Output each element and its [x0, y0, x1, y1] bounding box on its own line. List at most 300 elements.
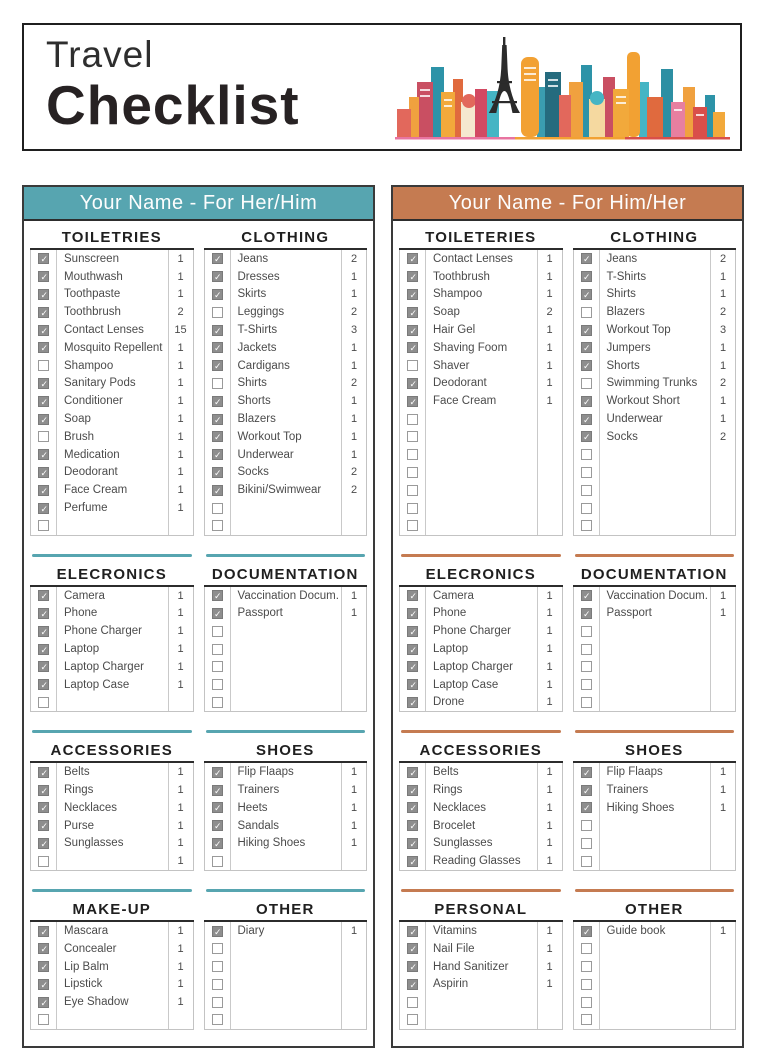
checkbox-cell	[205, 958, 231, 976]
checked-checkbox-icon[interactable]	[38, 644, 49, 655]
checklist-row	[31, 658, 193, 676]
item-label	[600, 676, 712, 694]
checklist-row	[31, 410, 193, 428]
checklist-row	[205, 605, 367, 623]
checklist-row	[31, 940, 193, 958]
section-divider	[206, 730, 366, 733]
checked-checkbox-icon[interactable]	[407, 802, 418, 813]
item-label	[426, 410, 538, 428]
checklist-row	[31, 286, 193, 304]
checkbox-cell	[31, 250, 57, 268]
item-label: Underwear	[600, 410, 712, 428]
checklist-row	[574, 993, 736, 1011]
unchecked-checkbox[interactable]	[581, 838, 592, 849]
item-quantity: 1	[177, 359, 184, 372]
item-label: Camera	[57, 587, 169, 605]
checked-checkbox-icon[interactable]	[407, 697, 418, 708]
checked-checkbox-icon[interactable]	[407, 590, 418, 601]
checklist-table	[30, 922, 194, 1030]
checked-checkbox-icon[interactable]	[581, 289, 592, 300]
checked-checkbox-icon[interactable]	[212, 325, 223, 336]
item-label: Workout Short	[600, 392, 712, 410]
item-label: Jeans	[231, 250, 343, 268]
checked-checkbox-icon[interactable]	[38, 289, 49, 300]
unchecked-checkbox[interactable]	[212, 503, 223, 514]
checkbox-cell	[400, 375, 426, 393]
item-quantity: 1	[350, 341, 358, 354]
checked-checkbox-icon[interactable]	[581, 785, 592, 796]
checkbox-cell	[205, 922, 231, 940]
unchecked-checkbox[interactable]	[212, 378, 223, 389]
checked-checkbox-icon[interactable]	[38, 608, 49, 619]
checkbox-cell	[400, 587, 426, 605]
section-divider	[401, 554, 561, 557]
checked-checkbox-icon[interactable]	[407, 253, 418, 264]
checked-checkbox-icon[interactable]	[407, 661, 418, 672]
checklist-row	[574, 481, 736, 499]
item-label: Deodorant	[57, 464, 169, 482]
checkbox-cell	[574, 286, 600, 304]
checked-checkbox-icon[interactable]	[581, 253, 592, 264]
item-quantity: 1	[177, 625, 184, 638]
checked-checkbox-icon[interactable]	[38, 414, 49, 425]
unchecked-checkbox[interactable]	[581, 449, 592, 460]
unchecked-checkbox[interactable]	[38, 360, 49, 371]
checked-checkbox-icon[interactable]	[38, 307, 49, 318]
checklist-row	[574, 622, 736, 640]
item-label	[57, 694, 169, 712]
checked-checkbox-icon[interactable]	[407, 307, 418, 318]
checked-checkbox-icon[interactable]	[38, 342, 49, 353]
unchecked-checkbox[interactable]	[581, 378, 592, 389]
checklist-row	[205, 375, 367, 393]
checkbox-cell	[205, 694, 231, 712]
item-label: Shorts	[600, 357, 712, 375]
item-quantity: 1	[350, 784, 358, 797]
checkbox-cell	[574, 852, 600, 870]
item-label	[600, 499, 712, 517]
checked-checkbox-icon[interactable]	[38, 271, 49, 282]
unchecked-checkbox[interactable]	[581, 626, 592, 637]
checked-checkbox-icon[interactable]	[38, 661, 49, 672]
checked-checkbox-icon[interactable]	[212, 396, 223, 407]
checkbox-cell	[574, 464, 600, 482]
unchecked-checkbox[interactable]	[38, 856, 49, 867]
item-label	[600, 958, 712, 976]
item-label: Trainers	[600, 781, 712, 799]
checklist-row	[31, 587, 193, 605]
item-quantity: 1	[546, 678, 553, 691]
unchecked-checkbox[interactable]	[581, 661, 592, 672]
checklist-row	[31, 268, 193, 286]
item-quantity: 1	[177, 413, 184, 426]
checked-checkbox-icon[interactable]	[38, 926, 49, 937]
unchecked-checkbox[interactable]	[212, 520, 223, 531]
checkbox-cell	[205, 587, 231, 605]
item-label: Shorts	[231, 392, 343, 410]
checked-checkbox-icon[interactable]	[212, 785, 223, 796]
checked-checkbox-icon[interactable]	[212, 360, 223, 371]
unchecked-checkbox[interactable]	[212, 979, 223, 990]
checklist-row	[205, 940, 367, 958]
checklist-row	[400, 976, 562, 994]
checkbox-cell	[574, 250, 600, 268]
checklist-row	[400, 321, 562, 339]
checklist-row	[400, 268, 562, 286]
checked-checkbox-icon[interactable]	[38, 325, 49, 336]
checked-checkbox-icon[interactable]	[38, 838, 49, 849]
unchecked-checkbox[interactable]	[581, 997, 592, 1008]
unchecked-checkbox[interactable]	[212, 307, 223, 318]
item-quantity: 1	[177, 589, 184, 602]
checklist-row	[205, 268, 367, 286]
item-label: Aspirin	[426, 976, 538, 994]
checked-checkbox-icon[interactable]	[212, 414, 223, 425]
unchecked-checkbox[interactable]	[581, 697, 592, 708]
item-label	[231, 852, 343, 870]
checklist-row	[205, 676, 367, 694]
checkbox-cell	[31, 587, 57, 605]
checked-checkbox-icon[interactable]	[407, 378, 418, 389]
checkbox-cell	[574, 676, 600, 694]
checked-checkbox-icon[interactable]	[212, 289, 223, 300]
item-label: Hiking Shoes	[231, 835, 343, 853]
checked-checkbox-icon[interactable]	[407, 396, 418, 407]
item-quantity: 1	[546, 837, 553, 850]
section-divider	[401, 889, 561, 892]
checked-checkbox-icon[interactable]	[38, 767, 49, 778]
section-title: SHOES	[573, 740, 737, 763]
checked-checkbox-icon[interactable]	[407, 644, 418, 655]
unchecked-checkbox[interactable]	[407, 997, 418, 1008]
item-label	[231, 1011, 343, 1029]
checklist-row	[400, 835, 562, 853]
checked-checkbox-icon[interactable]	[407, 856, 418, 867]
unchecked-checkbox[interactable]	[212, 961, 223, 972]
checked-checkbox-icon[interactable]	[212, 431, 223, 442]
checked-checkbox-icon[interactable]	[212, 767, 223, 778]
checkbox-cell	[400, 428, 426, 446]
section-title: ELECRONICS	[399, 564, 563, 587]
checked-checkbox-icon[interactable]	[407, 820, 418, 831]
item-quantity: 2	[719, 306, 727, 319]
checked-checkbox-icon[interactable]	[581, 360, 592, 371]
checklist-row	[400, 922, 562, 940]
item-label	[426, 464, 538, 482]
unchecked-checkbox[interactable]	[581, 644, 592, 655]
item-label: Conditioner	[57, 392, 169, 410]
panel-title: Your Name - For Her/Him	[24, 187, 373, 221]
checklist-table	[30, 587, 194, 713]
checked-checkbox-icon[interactable]	[38, 943, 49, 954]
checkbox-cell	[205, 410, 231, 428]
checked-checkbox-icon[interactable]	[38, 961, 49, 972]
checked-checkbox-icon[interactable]	[212, 342, 223, 353]
unchecked-checkbox[interactable]	[212, 943, 223, 954]
checked-checkbox-icon[interactable]	[38, 378, 49, 389]
item-quantity: 1	[177, 484, 184, 497]
checkbox-cell	[31, 658, 57, 676]
unchecked-checkbox[interactable]	[581, 856, 592, 867]
item-label: Laptop Charger	[57, 658, 169, 676]
unchecked-checkbox[interactable]	[212, 997, 223, 1008]
unchecked-checkbox[interactable]	[407, 485, 418, 496]
checklist-table	[204, 763, 368, 871]
item-quantity: 1	[546, 270, 553, 283]
checked-checkbox-icon[interactable]	[212, 467, 223, 478]
checklist-row	[400, 446, 562, 464]
item-label: Vaccination Docum.	[600, 587, 712, 605]
checked-checkbox-icon[interactable]	[407, 943, 418, 954]
unchecked-checkbox[interactable]	[212, 626, 223, 637]
checklist-row	[400, 587, 562, 605]
checkbox-cell	[31, 835, 57, 853]
unchecked-checkbox[interactable]	[581, 503, 592, 514]
checked-checkbox-icon[interactable]	[581, 414, 592, 425]
checked-checkbox-icon[interactable]	[407, 325, 418, 336]
checkbox-cell	[574, 410, 600, 428]
checked-checkbox-icon[interactable]	[581, 342, 592, 353]
checkbox-cell	[205, 852, 231, 870]
checkbox-cell	[400, 658, 426, 676]
unchecked-checkbox[interactable]	[38, 1014, 49, 1025]
checklist-row	[574, 763, 736, 781]
unchecked-checkbox[interactable]	[407, 449, 418, 460]
item-quantity: 1	[350, 270, 358, 283]
checklist-row	[205, 1011, 367, 1029]
item-quantity: 1	[177, 678, 184, 691]
unchecked-checkbox[interactable]	[581, 1014, 592, 1025]
item-label: Passport	[600, 605, 712, 623]
checkbox-cell	[31, 817, 57, 835]
item-label	[600, 640, 712, 658]
section-divider	[575, 554, 735, 557]
checkbox-cell	[400, 817, 426, 835]
checked-checkbox-icon[interactable]	[38, 679, 49, 690]
checkbox-cell	[400, 622, 426, 640]
checklist-row	[205, 499, 367, 517]
checked-checkbox-icon[interactable]	[212, 608, 223, 619]
checked-checkbox-icon[interactable]	[581, 590, 592, 601]
checklist-row	[400, 640, 562, 658]
unchecked-checkbox[interactable]	[581, 467, 592, 478]
unchecked-checkbox[interactable]	[407, 414, 418, 425]
section-title: ACCESSORIES	[30, 740, 194, 763]
checkbox-cell	[205, 799, 231, 817]
unchecked-checkbox[interactable]	[581, 943, 592, 954]
item-label: Purse	[57, 817, 169, 835]
item-quantity: 1	[546, 359, 553, 372]
checked-checkbox-icon[interactable]	[407, 626, 418, 637]
checkbox-cell	[400, 993, 426, 1011]
item-label: Soap	[57, 410, 169, 428]
checked-checkbox-icon[interactable]	[407, 767, 418, 778]
item-label: Contact Lenses	[426, 250, 538, 268]
item-label: Flip Flaaps	[600, 763, 712, 781]
checked-checkbox-icon[interactable]	[581, 608, 592, 619]
unchecked-checkbox[interactable]	[407, 360, 418, 371]
checked-checkbox-icon[interactable]	[581, 431, 592, 442]
unchecked-checkbox[interactable]	[581, 820, 592, 831]
checkbox-cell	[205, 940, 231, 958]
checklist-row	[31, 339, 193, 357]
unchecked-checkbox[interactable]	[212, 679, 223, 690]
checked-checkbox-icon[interactable]	[38, 253, 49, 264]
checked-checkbox-icon[interactable]	[212, 838, 223, 849]
item-quantity: 1	[177, 252, 184, 265]
unchecked-checkbox[interactable]	[38, 520, 49, 531]
checked-checkbox-icon[interactable]	[38, 979, 49, 990]
checked-checkbox-icon[interactable]	[407, 926, 418, 937]
checklist-row	[400, 605, 562, 623]
unchecked-checkbox[interactable]	[38, 431, 49, 442]
item-quantity: 1	[546, 942, 553, 955]
checked-checkbox-icon[interactable]	[212, 485, 223, 496]
unchecked-checkbox[interactable]	[212, 856, 223, 867]
item-quantity: 1	[546, 855, 553, 868]
unchecked-checkbox[interactable]	[407, 467, 418, 478]
checked-checkbox-icon[interactable]	[407, 838, 418, 849]
checked-checkbox-icon[interactable]	[38, 590, 49, 601]
checked-checkbox-icon[interactable]	[38, 785, 49, 796]
checked-checkbox-icon[interactable]	[581, 802, 592, 813]
checklist-row	[574, 852, 736, 870]
item-quantity: 1	[719, 607, 727, 620]
unchecked-checkbox[interactable]	[581, 679, 592, 690]
checkbox-cell	[400, 446, 426, 464]
checklist-row	[400, 339, 562, 357]
checklist-row	[574, 499, 736, 517]
checklist-row	[31, 640, 193, 658]
checked-checkbox-icon[interactable]	[38, 503, 49, 514]
checkbox-cell	[31, 517, 57, 535]
unchecked-checkbox[interactable]	[407, 1014, 418, 1025]
checked-checkbox-icon[interactable]	[212, 271, 223, 282]
section-title: DOCUMENTATION	[204, 564, 368, 587]
item-label: Jeans	[600, 250, 712, 268]
checkbox-cell	[31, 676, 57, 694]
unchecked-checkbox[interactable]	[407, 520, 418, 531]
checked-checkbox-icon[interactable]	[407, 961, 418, 972]
checked-checkbox-icon[interactable]	[38, 485, 49, 496]
unchecked-checkbox[interactable]	[212, 661, 223, 672]
item-quantity: 1	[546, 324, 553, 337]
item-label: Nail File	[426, 940, 538, 958]
checked-checkbox-icon[interactable]	[407, 271, 418, 282]
unchecked-checkbox[interactable]	[581, 979, 592, 990]
checklist-row	[205, 852, 367, 870]
unchecked-checkbox[interactable]	[581, 485, 592, 496]
checked-checkbox-icon[interactable]	[407, 785, 418, 796]
item-quantity: 2	[350, 484, 358, 497]
item-quantity: 1	[177, 996, 184, 1009]
unchecked-checkbox[interactable]	[407, 431, 418, 442]
checkbox-cell	[205, 357, 231, 375]
item-quantity: 1	[350, 837, 358, 850]
checked-checkbox-icon[interactable]	[38, 467, 49, 478]
checked-checkbox-icon[interactable]	[212, 449, 223, 460]
checkbox-cell	[31, 464, 57, 482]
unchecked-checkbox[interactable]	[581, 961, 592, 972]
item-label: Lipstick	[57, 976, 169, 994]
checked-checkbox-icon[interactable]	[38, 802, 49, 813]
checked-checkbox-icon[interactable]	[407, 608, 418, 619]
checked-checkbox-icon[interactable]	[581, 271, 592, 282]
checked-checkbox-icon[interactable]	[38, 997, 49, 1008]
checklist-row	[31, 321, 193, 339]
checklist-table	[573, 922, 737, 1030]
item-quantity: 1	[546, 607, 553, 620]
checkbox-cell	[400, 481, 426, 499]
checkbox-cell	[574, 268, 600, 286]
item-quantity: 1	[177, 270, 184, 283]
checklist-row	[400, 622, 562, 640]
item-label: Flip Flaaps	[231, 763, 343, 781]
item-label: Skirts	[231, 286, 343, 304]
unchecked-checkbox[interactable]	[581, 307, 592, 318]
item-quantity: 2	[719, 430, 727, 443]
item-label: Laptop Charger	[426, 658, 538, 676]
checked-checkbox-icon[interactable]	[212, 253, 223, 264]
checked-checkbox-icon[interactable]	[581, 926, 592, 937]
checked-checkbox-icon[interactable]	[407, 342, 418, 353]
unchecked-checkbox[interactable]	[407, 503, 418, 514]
checkbox-cell	[31, 481, 57, 499]
item-label	[426, 517, 538, 535]
checked-checkbox-icon[interactable]	[407, 289, 418, 300]
checked-checkbox-icon[interactable]	[38, 820, 49, 831]
item-quantity: 1	[177, 466, 184, 479]
checklist-row	[574, 392, 736, 410]
section-divider	[575, 730, 735, 733]
checkbox-cell	[31, 357, 57, 375]
checked-checkbox-icon[interactable]	[407, 979, 418, 990]
city-skyline-illustration	[395, 31, 730, 143]
unchecked-checkbox[interactable]	[38, 697, 49, 708]
checked-checkbox-icon[interactable]	[407, 679, 418, 690]
unchecked-checkbox[interactable]	[581, 520, 592, 531]
item-label: Soap	[426, 303, 538, 321]
checkbox-cell	[31, 976, 57, 994]
item-quantity: 1	[546, 784, 553, 797]
checked-checkbox-icon[interactable]	[212, 820, 223, 831]
checkbox-cell	[400, 976, 426, 994]
checked-checkbox-icon[interactable]	[212, 802, 223, 813]
checkbox-cell	[205, 605, 231, 623]
checked-checkbox-icon[interactable]	[581, 325, 592, 336]
checkbox-cell	[31, 958, 57, 976]
unchecked-checkbox[interactable]	[212, 697, 223, 708]
checkbox-cell	[31, 622, 57, 640]
checked-checkbox-icon[interactable]	[212, 590, 223, 601]
checked-checkbox-icon[interactable]	[38, 626, 49, 637]
checklist-row	[574, 587, 736, 605]
checkbox-cell	[31, 852, 57, 870]
checked-checkbox-icon[interactable]	[38, 396, 49, 407]
item-label	[600, 622, 712, 640]
checkbox-cell	[205, 464, 231, 482]
item-label: Rings	[426, 781, 538, 799]
checkbox-cell	[574, 321, 600, 339]
item-quantity: 1	[177, 288, 184, 301]
unchecked-checkbox[interactable]	[212, 644, 223, 655]
item-label: Shampoo	[426, 286, 538, 304]
checked-checkbox-icon[interactable]	[581, 396, 592, 407]
unchecked-checkbox[interactable]	[212, 1014, 223, 1025]
checked-checkbox-icon[interactable]	[38, 449, 49, 460]
checked-checkbox-icon[interactable]	[212, 926, 223, 937]
checked-checkbox-icon[interactable]	[581, 767, 592, 778]
